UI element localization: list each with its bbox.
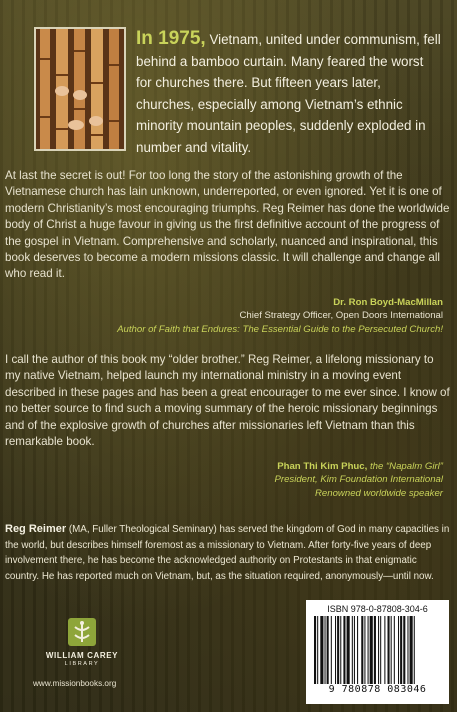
barcode-bar [357,616,358,684]
isbn-barcode [306,600,449,704]
intro-text: Vietnam, united under communism, fell behind a bamboo curtain. Many feared the worst for churches there. But fifteen years later, churches, especially among Vietnam’s ethnic minority mountain peoples, suddenly exploded in number and vitality. [136,32,441,155]
barcode-bar [331,616,332,684]
barcode-bar [368,616,369,684]
barcode-bar [320,616,323,684]
barcode-bar [388,616,390,684]
barcode-bar [414,616,415,684]
barcode-bar [391,616,392,684]
barcode-bar [352,616,353,684]
endorser-2-role: President, Kim Foundation International [274,474,443,486]
endorser-1-book [117,323,443,336]
intro-lead: In 1975, [136,28,206,49]
endorser-2-note: Renowned worldwide speaker [315,487,443,499]
barcode-bar [398,616,399,684]
endorser-1-book-title: Faith that Endures: The Essential Guide to the Persecuted Church! [158,323,443,335]
barcode-bar [325,616,326,684]
publisher-name: WILLIAM CAREY [45,651,119,660]
barcode-bar [343,616,345,684]
barcode-bar [380,616,381,684]
barcode-bar [361,616,363,684]
barcode-bar [314,616,316,684]
barcode-bars [314,616,441,684]
author-bio-text: (MA, Fuller Theological Seminary) has served the kingdom of God in many capacities in the world, but describes himself foremost as a missionary to Vietnam. After forty-five years of deep involvement there, he has become the acknowledged authority on Protestants in that enigmatic country. He has reported much on Vietnam, but, as the situation required, anonymously—until now. [5,524,450,582]
endorsement-1-attribution [117,296,443,336]
publisher-logo [32,617,132,668]
barcode-bar [400,616,402,684]
endorser-2-name: Phan Thi Kim Phuc, [277,461,368,472]
barcode-bar [384,616,385,684]
author-bio [5,522,452,584]
isbn-label: ISBN 978-0-87808-304-6 [327,604,428,614]
endorsement-1-text: At last the secret is out! For too long the story of the astonishing growth of the Vietnamese church has lain unknown, underreported, or even ignored. Yet it is one of modern Christianity’s most encouraging triumphs. Reg Reimer has done the worldwide body of Christ a huge favour in giving us the first definitive account of the progress of the gospel in Vietnam. Comprehensive and scholarly, nuanced and inspirational, this book deserves to become a modern missions classic. It will challenge and change all who read it. [5,169,450,281]
endorsement-2-text: I call the author of this book my “older brother.” Reg Reimer, a lifelong missionary to my native Vietnam, helped launch my international ministry in a moving event described in these pages and has been a great encourager to me ever since. I know of no better source to find such a moving summary of the heroic missionary beginnings and of the explosive growth of churches after missionaries left Vietnam than this remarkable book. [5,353,450,449]
barcode-bar [364,616,365,684]
bamboo-curtain-photo [34,27,126,151]
barcode-bar [327,616,329,684]
barcode-number: 9 780878 083046 [328,684,427,695]
endorser-1-name: Dr. Ron Boyd-MacMillan [333,297,443,308]
barcode-bar [407,616,408,684]
barcode-bar [370,616,373,684]
barcode-bar [317,616,318,684]
barcode-bar [403,616,405,684]
barcode-bar [410,616,413,684]
barcode-bar [347,616,350,684]
intro-paragraph [136,28,442,158]
author-name: Reg Reimer [5,523,67,535]
barcode-bar [378,616,379,684]
endorser-2-nickname: the “Napalm Girl” [367,461,443,472]
barcode-bar [340,616,341,684]
barcode-bar [374,616,376,684]
publisher-url: www.missionbooks.org [33,679,117,688]
barcode-bar [354,616,355,684]
endorsement-2-attribution [274,460,443,500]
endorser-1-role: Chief Strategy Officer, Open Doors International [239,310,443,322]
barcode-bar [394,616,395,684]
publisher-imprint: LIBRARY [64,661,100,667]
barcode-bar [335,616,336,684]
barcode-bar [337,616,339,684]
endorser-1-book-prefix: Author of [117,323,159,335]
publisher-emblem-icon [67,617,97,647]
